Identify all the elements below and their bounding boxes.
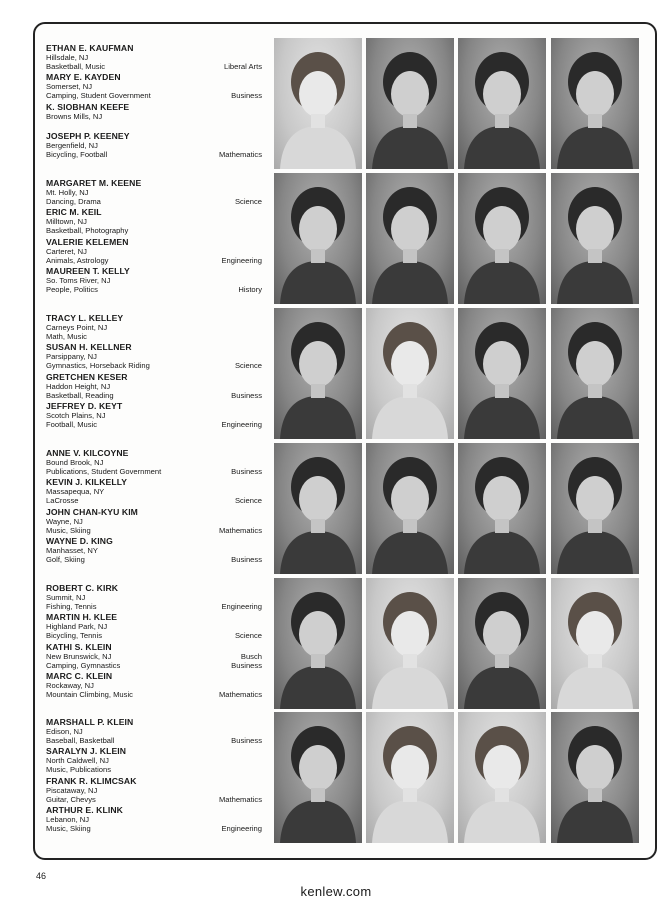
student-portrait (366, 578, 454, 709)
student-portrait (551, 38, 639, 169)
student-major: Science (234, 496, 262, 505)
student-portrait (274, 578, 362, 709)
student-entry (46, 671, 266, 699)
student-portrait (274, 38, 362, 169)
student-major: Busch Business (231, 652, 262, 670)
student-activities: Music, Skiing (46, 526, 91, 535)
student-name: ETHAN E. KAUFMAN (46, 43, 134, 53)
student-activities: Publications, Student Government (46, 467, 162, 476)
student-activities: Gymnastics, Horseback Riding (46, 361, 150, 370)
student-entry (46, 178, 266, 206)
student-major: Science (234, 197, 262, 206)
student-name: ROBERT C. KIRK (46, 583, 119, 593)
student-portrait (458, 308, 546, 439)
student-activities: Bicycling, Football (46, 150, 108, 159)
student-name: ARTHUR E. KLINK (46, 805, 123, 815)
student-major: Engineering (221, 420, 262, 429)
student-name: MARC C. KLEIN (46, 671, 113, 681)
student-group (46, 173, 644, 304)
student-entry (46, 207, 266, 235)
student-hometown: Edison, NJ (46, 727, 83, 736)
student-hometown: Carteret, NJ (46, 247, 87, 256)
student-name: KATHI S. KLEIN (46, 642, 112, 652)
student-activities: Football, Music (46, 420, 98, 429)
student-list (46, 173, 271, 304)
student-hometown: Bergenfield, NJ (46, 141, 98, 150)
student-name: JOHN CHAN-KYU KIM (46, 507, 138, 517)
student-major: Mathematics (218, 795, 262, 804)
student-entry (46, 313, 266, 341)
student-major: Engineering (221, 824, 262, 833)
student-activities: Dancing, Drama (46, 197, 101, 206)
student-portrait (551, 443, 639, 574)
site-credit: kenlew.com (300, 884, 372, 899)
student-hometown: Mt. Holly, NJ (46, 188, 89, 197)
student-hometown: Manhasset, NY (46, 546, 98, 555)
student-name: GRETCHEN KESER (46, 372, 128, 382)
student-entry (46, 401, 266, 429)
photo-row (274, 38, 644, 169)
student-name: MARTIN H. KLEE (46, 612, 118, 622)
student-activities: Music, Skiing (46, 824, 91, 833)
student-activities: LaCrosse (46, 496, 79, 505)
student-entry (46, 43, 266, 71)
student-major: Business (231, 736, 262, 745)
student-activities: Camping, Student Government (46, 91, 151, 100)
student-name: FRANK R. KLIMCSAK (46, 776, 137, 786)
student-list (46, 712, 271, 843)
student-group (46, 38, 644, 169)
student-major: Business (231, 467, 262, 476)
student-group (46, 443, 644, 574)
student-entry (46, 237, 266, 265)
student-name: ERIC M. KEIL (46, 207, 102, 217)
student-entry (46, 372, 266, 400)
student-activities: Music, Publications (46, 765, 111, 774)
student-entry (46, 507, 266, 535)
student-portrait (458, 578, 546, 709)
student-entry (46, 266, 266, 294)
student-hometown: Rockaway, NJ (46, 681, 94, 690)
student-hometown: Massapequa, NY (46, 487, 105, 496)
student-hometown: So. Toms River, NJ (46, 276, 111, 285)
student-major: Business (231, 91, 262, 100)
student-name: WAYNE D. KING (46, 536, 113, 546)
student-hometown: Parsippany, NJ (46, 352, 97, 361)
student-entry (46, 583, 266, 611)
student-activities: Guitar, Chevys (46, 795, 96, 804)
student-hometown: Summit, NJ (46, 593, 86, 602)
photo-row (274, 443, 644, 574)
student-list (46, 38, 271, 169)
student-name: VALERIE KELEMEN (46, 237, 129, 247)
student-activities: People, Politics (46, 285, 98, 294)
student-portrait (366, 712, 454, 843)
student-entry (46, 448, 266, 476)
student-hometown: Highland Park, NJ (46, 622, 108, 631)
student-portrait (551, 712, 639, 843)
student-portrait (274, 443, 362, 574)
student-list (46, 443, 271, 574)
student-group (46, 712, 644, 843)
student-name: MARSHALL P. KLEIN (46, 717, 134, 727)
student-name: MARGARET M. KEENE (46, 178, 142, 188)
student-hometown: Bound Brook, NJ (46, 458, 104, 467)
page-number: 46 (36, 871, 47, 881)
student-major: Business (231, 555, 262, 564)
student-activities: Mountain Climbing, Music (46, 690, 133, 699)
student-portrait (366, 38, 454, 169)
student-name: KEVIN J. KILKELLY (46, 477, 128, 487)
student-entry (46, 746, 266, 774)
student-portrait (366, 173, 454, 304)
student-major: Mathematics (218, 526, 262, 535)
student-hometown: New Brunswick, NJ (46, 652, 112, 661)
student-entry (46, 717, 266, 745)
student-portrait (551, 308, 639, 439)
student-list (46, 308, 271, 439)
student-entry (46, 536, 266, 564)
student-hometown: North Caldwell, NJ (46, 756, 109, 765)
student-portrait (551, 173, 639, 304)
student-name: SARALYN J. KLEIN (46, 746, 127, 756)
student-hometown: Scotch Plains, NJ (46, 411, 106, 420)
student-portrait (366, 443, 454, 574)
student-entry (46, 102, 266, 121)
student-name: SUSAN H. KELLNER (46, 342, 132, 352)
student-activities: Animals, Astrology (46, 256, 109, 265)
student-group (46, 578, 644, 709)
student-name: K. SIOBHAN KEEFE (46, 102, 130, 112)
student-name: JEFFREY D. KEYT (46, 401, 123, 411)
student-list (46, 578, 271, 709)
student-hometown: Hillsdale, NJ (46, 53, 89, 62)
photo-row (274, 308, 644, 439)
student-major: Science (234, 361, 262, 370)
student-major: Business (231, 391, 262, 400)
student-portrait (274, 712, 362, 843)
student-name: MAUREEN T. KELLY (46, 266, 130, 276)
student-activities: Basketball, Photography (46, 226, 129, 235)
student-hometown: Piscataway, NJ (46, 786, 98, 795)
student-group (46, 308, 644, 439)
student-name: ANNE V. KILCOYNE (46, 448, 129, 458)
student-entry (46, 72, 266, 100)
student-major: Engineering (221, 602, 262, 611)
student-hometown: Lebanon, NJ (46, 815, 90, 824)
student-hometown: Milltown, NJ (46, 217, 87, 226)
student-hometown: Browns Mills, NJ (46, 112, 103, 121)
student-entry (46, 131, 266, 159)
student-portrait (458, 443, 546, 574)
student-activities: Math, Music (46, 332, 87, 341)
student-portrait (551, 578, 639, 709)
student-major: Mathematics (218, 690, 262, 699)
student-major: Science (234, 631, 262, 640)
photo-row (274, 712, 644, 843)
student-entry (46, 776, 266, 804)
student-entry (46, 642, 266, 670)
student-major: Mathematics (218, 150, 262, 159)
student-portrait (458, 712, 546, 843)
student-name: TRACY L. KELLEY (46, 313, 124, 323)
student-activities: Basketball, Music (46, 62, 106, 71)
student-portrait (274, 173, 362, 304)
student-activities: Fishing, Tennis (46, 602, 97, 611)
student-portrait (274, 308, 362, 439)
student-portrait (458, 38, 546, 169)
student-hometown: Wayne, NJ (46, 517, 83, 526)
student-major: Liberal Arts (224, 62, 262, 71)
student-activities: Camping, Gymnastics (46, 661, 121, 670)
student-entry (46, 612, 266, 640)
photo-row (274, 578, 644, 709)
student-activities: Golf, Skiing (46, 555, 85, 564)
photo-row (274, 173, 644, 304)
student-name: MARY E. KAYDEN (46, 72, 121, 82)
student-entry (46, 477, 266, 505)
student-hometown: Somerset, NJ (46, 82, 92, 91)
student-entry (46, 342, 266, 370)
student-major: Engineering (221, 256, 262, 265)
student-entry (46, 805, 266, 833)
student-name: JOSEPH P. KEENEY (46, 131, 130, 141)
student-activities: Baseball, Basketball (46, 736, 115, 745)
student-portrait (366, 308, 454, 439)
student-hometown: Carneys Point, NJ (46, 323, 108, 332)
student-activities: Bicycling, Tennis (46, 631, 102, 640)
student-hometown: Haddon Height, NJ (46, 382, 111, 391)
student-portrait (458, 173, 546, 304)
student-activities: Basketball, Reading (46, 391, 114, 400)
student-major: History (238, 285, 262, 294)
